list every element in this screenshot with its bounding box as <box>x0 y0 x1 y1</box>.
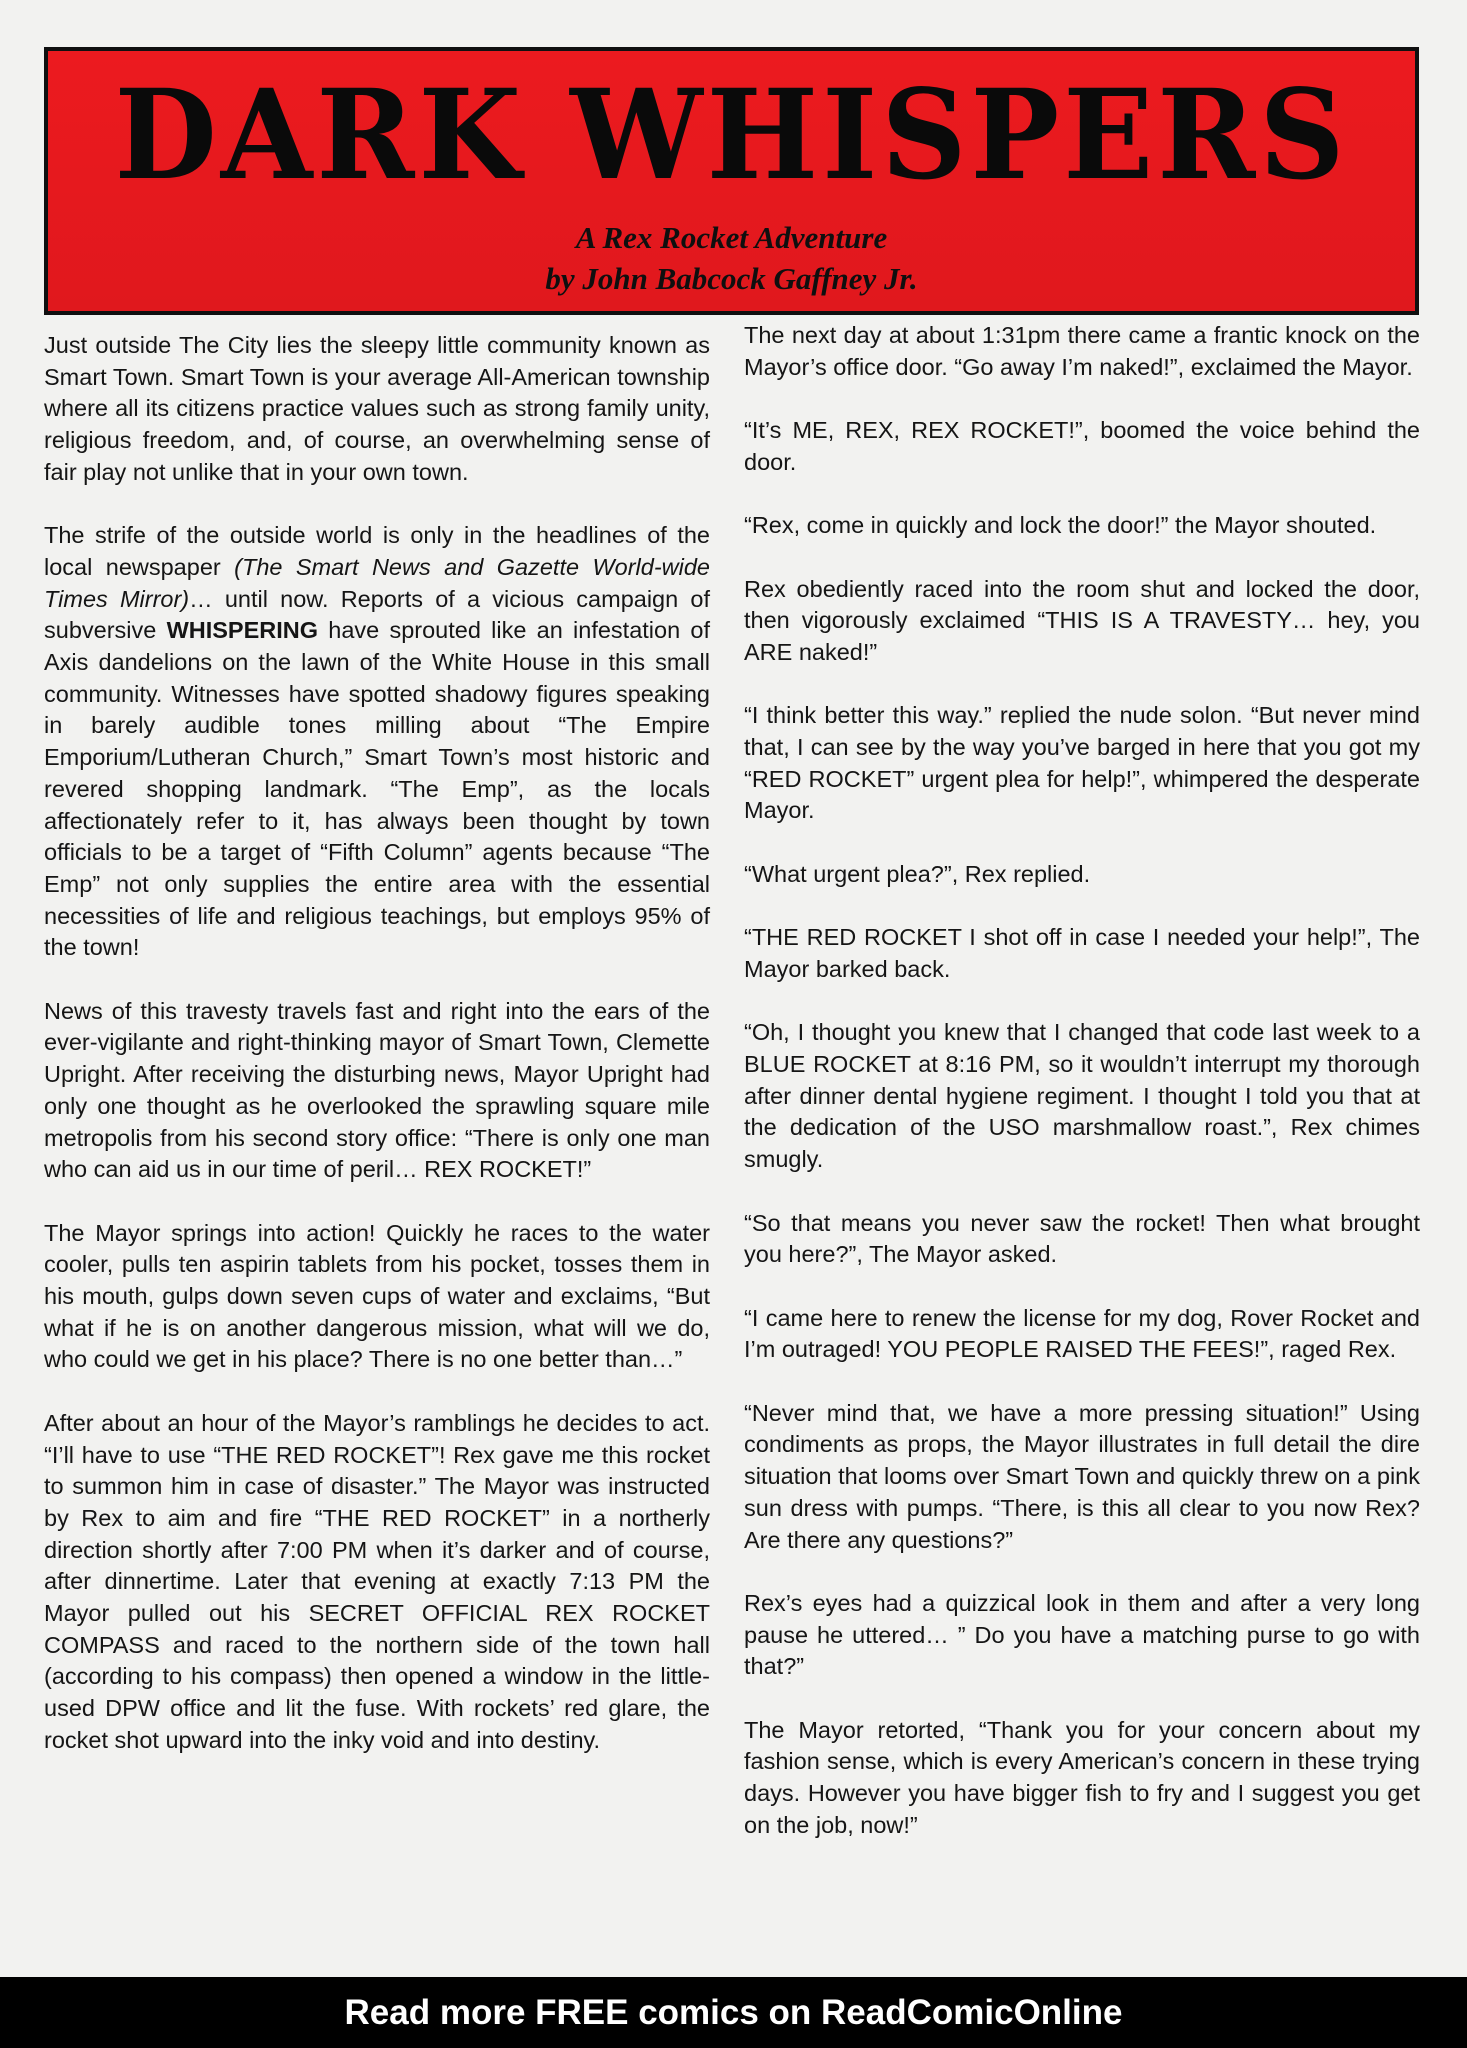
paragraph: “Never mind that, we have a more pressing situation!” Using condiments as props, the Mayor illustrates in full detail the dire situation that looms over Smart Town and quickly threw on a pink sun dress with pumps. “There, is this all clear to you now Rex? Are there any questions?” <box>744 1399 1420 1553</box>
paragraph: “It’s ME, REX, REX ROCKET!”, boomed the voice behind the door. <box>744 417 1420 475</box>
paragraph: “Oh, I thought you knew that I changed that code last week to a BLUE ROCKET at 8:16 PM, so it wouldn’t interrupt my thorough after dinner dental hygiene regiment. I thought I told you that at the dedication of the USO marshmallow roast.”, Rex chimes smugly. <box>744 1019 1420 1173</box>
paragraph: “Rex, come in quickly and lock the door!” the Mayor shouted. <box>744 512 1377 539</box>
right-column <box>744 320 1420 1873</box>
emphasis-whispering: WHISPERING <box>166 617 319 644</box>
paragraph: “So that means you never saw the rocket! Then what brought you here?”, The Mayor asked. <box>744 1209 1420 1268</box>
paragraph-text: The strife of the outside world is only in the headlines of the local newspaper <box>44 522 710 580</box>
paragraph: Rex obediently raced into the room shut and locked the door, then vigorously exclaimed “THIS IS A TRAVESTY… hey, you ARE naked!” <box>744 575 1420 665</box>
paragraph: “I think better this way.” replied the nude solon. “But never mind that, I can see by the way you’ve barged in here that you got my “RED ROCKET” urgent plea for help!”, whimpered the desperate Mayor. <box>744 702 1420 824</box>
paragraph: The Mayor springs into action! Quickly he races to the water cooler, pulls ten aspirin tablets from his pocket, tosses them in his mouth, gulps down seven cups of water and exclaims, “But what if he is on another dangerous mission, what will we do, who could we get in his place? There is no one better than…” <box>44 1219 710 1373</box>
paragraph: After about an hour of the Mayor’s ramblings he decides to act. “I’ll have to use “THE RED ROCKET”! Rex gave me this rocket to summon him in case of disaster.” The Mayor was instructed by Rex to aim and fire “THE RED ROCKET” in a northerly direction shortly after 7:00 PM when it’s darker and of course, after dinnertime. Later that evening at exactly 7:13 PM the Mayor pulled out his SECRET OFFICIAL REX ROCKET COMPASS and raced to the northern side of the town hall (according to his compass) then opened a window in the little-used DPW office and lit the fuse. With rockets’ red glare, the rocket shot upward into the inky void and into destiny. <box>44 1409 710 1753</box>
paragraph-text: … until now. Reports of a vicious campaign of subversive <box>44 585 710 644</box>
story-byline: by John Babcock Gaffney Jr. <box>545 261 918 296</box>
newspaper-title: (The Smart News and Gazette World-wide Times Mirror) <box>44 553 710 612</box>
story-subtitle: A Rex Rocket Adventure <box>575 220 888 255</box>
paragraph: The next day at about 1:31pm there came a frantic knock on the Mayor’s office door. “Go away I’m naked!”, exclaimed the Mayor. <box>744 322 1420 380</box>
paragraph: News of this travesty travels fast and right into the ears of the ever-vigilante and right-thinking mayor of Smart Town, Clemette Upright. After receiving the disturbing news, Mayor Upright had only one thought as he overlooked the sprawling square mile metropolis from his second story office: “There is only one man who can aid us in our time of peril… REX ROCKET!” <box>44 997 710 1183</box>
footer-banner[interactable] <box>0 1977 1467 2048</box>
paragraph: “What urgent plea?”, Rex replied. <box>744 860 1091 887</box>
paragraph <box>44 520 710 964</box>
paragraph: Just outside The City lies the sleepy little community known as Smart Town. Smart Town is your average All-American township where all its citizens practice values such as strong family unity, religious freedom, and, of course, an overwhelming sense of fair play not unlike that in your own town. <box>44 332 710 485</box>
left-column <box>44 330 710 1788</box>
footer-link-text[interactable]: Read more FREE comics on ReadComicOnline <box>344 1993 1123 2032</box>
paragraph: Rex’s eyes had a quizzical look in them and after a very long pause he uttered… ” Do you have a matching purse to go with that?” <box>744 1589 1420 1680</box>
paragraph-text: have sprouted like an infestation of Axis dandelions on the lawn of the White House in this small community. Witnesses have spotted shadowy figures speaking in barely audible tones milling about “The Empire Emporium/Lutheran Church,” Smart Town’s most historic and revered shopping landmark. “The Emp”, as the locals affectionately refer to it, has always been thought by town officials to be a target of “Fifth Column” agents because “The Emp” not only supplies the entire area with the essential necessities of life and religious teachings, but employs 95% of the town! <box>44 617 710 961</box>
paragraph: The Mayor retorted, “Thank you for your concern about my fashion sense, which is every American’s concern in these trying days. However you have bigger fish to fry and I suggest you get on the job, now!” <box>744 1716 1420 1838</box>
title-banner <box>44 47 1419 315</box>
paragraph: “I came here to renew the license for my dog, Rover Rocket and I’m outraged! YOU PEOPLE RAISED THE FEES!”, raged Rex. <box>744 1304 1420 1363</box>
story-title: DARK WHISPERS <box>114 61 1349 208</box>
paragraph: “THE RED ROCKET I shot off in case I needed your help!”, The Mayor barked back. <box>744 924 1420 982</box>
